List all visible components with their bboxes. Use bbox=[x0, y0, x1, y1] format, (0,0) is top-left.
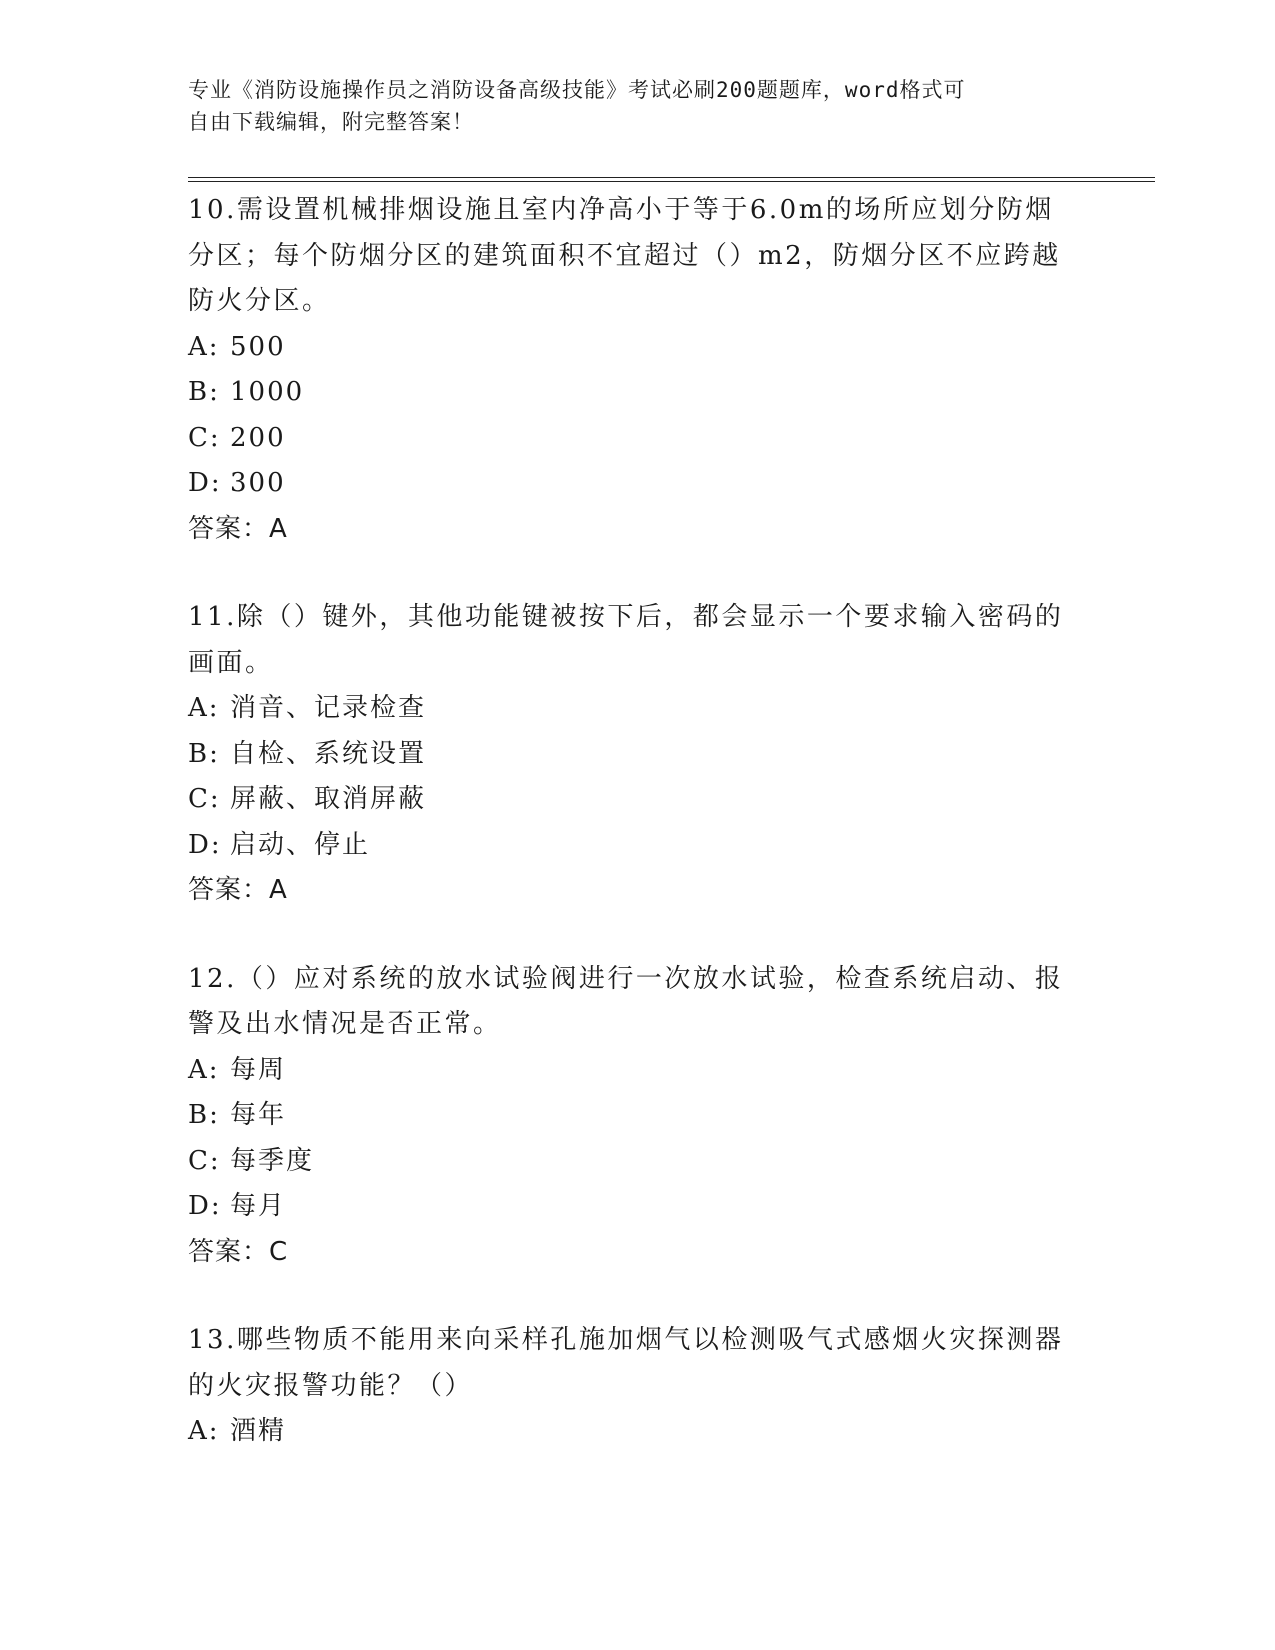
document-header bbox=[188, 74, 1088, 138]
option-a bbox=[188, 325, 1088, 371]
option-key: C: bbox=[188, 422, 221, 453]
option-b bbox=[188, 1093, 1088, 1139]
option-b bbox=[188, 732, 1088, 778]
option-text: 200 bbox=[230, 422, 286, 453]
header-divider-bottom bbox=[188, 181, 1155, 182]
question-spacer bbox=[188, 1275, 1088, 1318]
option-a bbox=[188, 686, 1088, 732]
question-12 bbox=[188, 957, 1088, 1276]
question-13 bbox=[188, 1318, 1088, 1455]
option-c bbox=[188, 777, 1088, 823]
answer-line: 答案：A bbox=[188, 875, 288, 905]
option-key: C: bbox=[188, 784, 221, 814]
option-text: 消音、记录检查 bbox=[230, 693, 427, 723]
option-text: 1000 bbox=[230, 377, 305, 407]
option-text: 每季度 bbox=[230, 1145, 315, 1176]
option-key: B: bbox=[188, 738, 220, 769]
option-key: A: bbox=[188, 331, 220, 362]
option-a bbox=[188, 1409, 1088, 1455]
option-c bbox=[188, 416, 1088, 462]
answer-line: 答案：A bbox=[188, 513, 288, 544]
question-text-line: 11.除（）键外，其他功能键被按下后，都会显示一个要求输入密码的 bbox=[188, 602, 1064, 632]
question-10 bbox=[188, 188, 1088, 552]
option-key: B: bbox=[188, 377, 220, 407]
option-text: 300 bbox=[230, 468, 286, 498]
option-key: A: bbox=[188, 1416, 220, 1446]
option-text: 屏蔽、取消屏蔽 bbox=[230, 784, 427, 814]
option-text: 自检、系统设置 bbox=[230, 738, 427, 769]
option-text: 每月 bbox=[230, 1191, 287, 1221]
option-key: D: bbox=[188, 1191, 222, 1221]
question-text-line: 分区；每个防烟分区的建筑面积不宜超过（）m2，防烟分区不应跨越 bbox=[188, 240, 1061, 271]
option-key: A: bbox=[188, 693, 220, 723]
option-text: 每周 bbox=[230, 1054, 287, 1085]
option-c bbox=[188, 1139, 1088, 1185]
option-key: D: bbox=[188, 468, 222, 498]
question-text-line: 警及出水情况是否正常。 bbox=[188, 1009, 502, 1039]
option-b bbox=[188, 370, 1088, 416]
answer-line: 答案：C bbox=[188, 1236, 289, 1267]
question-spacer bbox=[188, 914, 1088, 957]
option-d bbox=[188, 461, 1088, 507]
option-key: C: bbox=[188, 1145, 221, 1176]
option-d bbox=[188, 1184, 1088, 1230]
header-line-2: 自由下载编辑，附完整答案！ bbox=[188, 110, 474, 134]
question-spacer bbox=[188, 552, 1088, 595]
question-list bbox=[188, 188, 1088, 1455]
option-a bbox=[188, 1048, 1088, 1094]
question-text-line: 画面。 bbox=[188, 647, 274, 678]
header-line-1: 专业《消防设施操作员之消防设备高级技能》考试必刷200题题库，word格式可 bbox=[188, 78, 966, 102]
option-d bbox=[188, 823, 1088, 869]
question-text-line: 防火分区。 bbox=[188, 286, 331, 316]
option-key: D: bbox=[188, 829, 222, 860]
question-text-line: 10.需设置机械排烟设施且室内净高小于等于6.0m的场所应划分防烟 bbox=[188, 195, 1054, 225]
option-text: 酒精 bbox=[230, 1416, 287, 1446]
question-11 bbox=[188, 595, 1088, 914]
question-text-line: 12.（）应对系统的放水试验阀进行一次放水试验，检查系统启动、报 bbox=[188, 963, 1064, 994]
option-text: 启动、停止 bbox=[230, 829, 371, 860]
option-key: A: bbox=[188, 1054, 220, 1085]
question-text-line: 的火灾报警功能？（） bbox=[188, 1370, 474, 1401]
question-text-line: 13.哪些物质不能用来向采样孔施加烟气以检测吸气式感烟火灾探测器 bbox=[188, 1325, 1064, 1355]
option-text: 500 bbox=[230, 331, 286, 362]
option-text: 每年 bbox=[230, 1100, 287, 1130]
option-key: B: bbox=[188, 1100, 220, 1130]
header-divider-top bbox=[188, 177, 1155, 178]
